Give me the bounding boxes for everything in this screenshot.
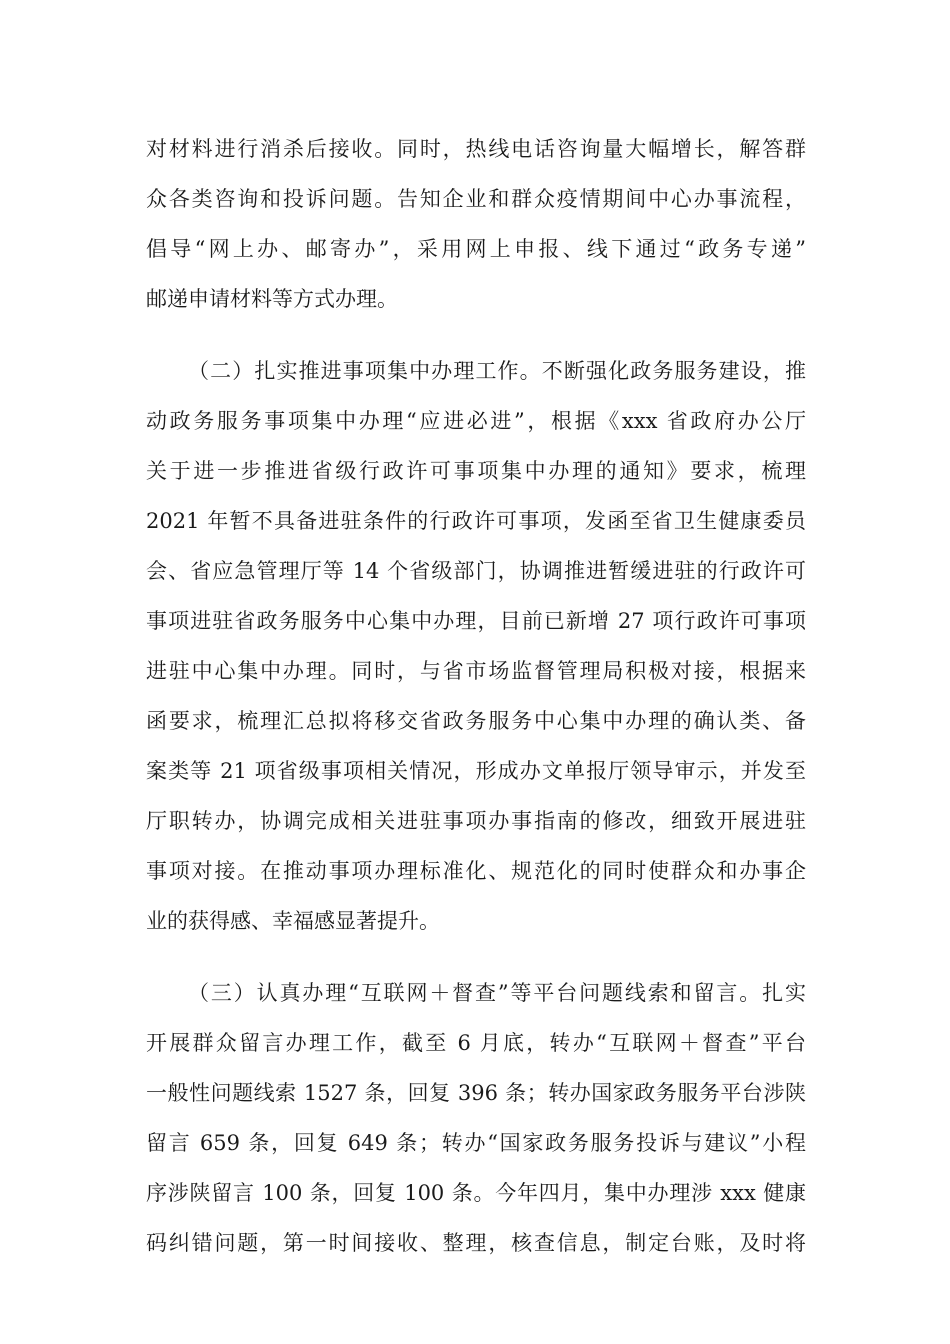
text-line: 邮递申请材料等方式办理。 <box>146 287 398 311</box>
text-line: 厅职转办，协调完成相关进驻事项办事指南的修改，细致开展进驻 <box>146 809 806 833</box>
text-line: 对材料进行消杀后接收。同时，热线电话咨询量大幅增长，解答群 <box>146 137 806 161</box>
document-body <box>146 124 806 1268</box>
text-line: 一般性问题线索 1527 条，回复 396 条；转办国家政务服务平台涉陕 <box>146 1081 806 1105</box>
paragraph-3 <box>146 968 806 1268</box>
text-line: 众各类咨询和投诉问题。告知企业和群众疫情期间中心办事流程， <box>146 187 806 211</box>
text-line: 倡导“网上办、邮寄办”，采用网上申报、线下通过“政务专递” <box>146 237 806 261</box>
text-line: 函要求，梳理汇总拟将移交省政务服务中心集中办理的确认类、备 <box>146 709 806 733</box>
text-line: 进驻中心集中办理。同时，与省市场监督管理局积极对接，根据来 <box>146 659 806 683</box>
text-line: 会、省应急管理厅等 14 个省级部门，协调推进暂缓进驻的行政许可 <box>146 559 806 583</box>
paragraph-2 <box>146 346 806 946</box>
text-line: 动政务服务事项集中办理“应进必进”，根据《xxx 省政府办公厅 <box>146 409 806 433</box>
paragraph-gap <box>146 946 806 968</box>
paragraph-1 <box>146 124 806 324</box>
text-line: 留言 659 条，回复 649 条；转办“国家政务服务投诉与建议”小程 <box>146 1131 806 1155</box>
text-line: 2021 年暂不具备进驻条件的行政许可事项，发函至省卫生健康委员 <box>146 509 806 533</box>
text-line: 开展群众留言办理工作，截至 6 月底，转办“互联网＋督查”平台 <box>146 1031 806 1055</box>
text-line: 序涉陕留言 100 条，回复 100 条。今年四月，集中办理涉 xxx 健康 <box>146 1181 806 1205</box>
text-line: （三）认真办理“互联网＋督查”等平台问题线索和留言。扎实 <box>188 981 806 1005</box>
text-line: （二）扎实推进事项集中办理工作。不断强化政务服务建设，推 <box>188 359 806 383</box>
paragraph-gap <box>146 324 806 346</box>
text-line: 案类等 21 项省级事项相关情况，形成办文单报厅领导审示，并发至 <box>146 759 806 783</box>
text-line: 事项进驻省政务服务中心集中办理，目前已新增 27 项行政许可事项 <box>146 609 806 633</box>
text-line: 事项对接。在推动事项办理标准化、规范化的同时使群众和办事企 <box>146 859 806 883</box>
text-line: 码纠错问题，第一时间接收、整理，核查信息，制定台账，及时将 <box>146 1231 806 1255</box>
text-line: 业的获得感、幸福感显著提升。 <box>146 909 440 933</box>
text-line: 关于进一步推进省级行政许可事项集中办理的通知》要求，梳理 <box>146 459 806 483</box>
